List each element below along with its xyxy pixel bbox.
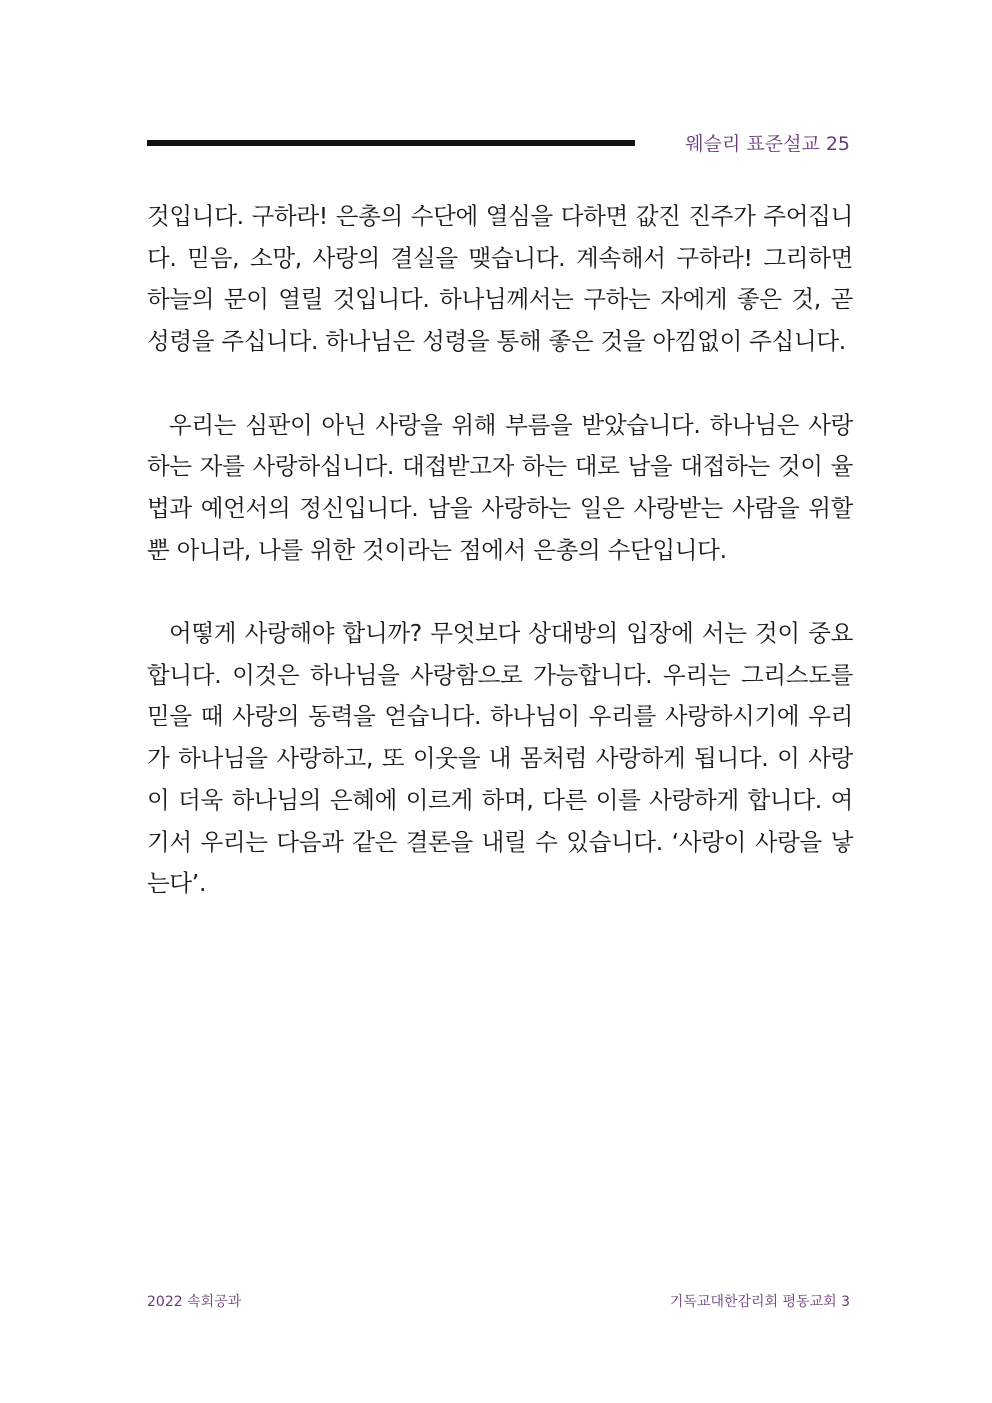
body-text bbox=[147, 196, 853, 905]
paragraph-spacer bbox=[147, 571, 853, 613]
footer-right-church-page: 기독교대한감리회 평동교회 3 bbox=[669, 1294, 850, 1310]
header-title: 웨슬리 표준설교 25 bbox=[685, 133, 850, 155]
footer-left-title: 2022 속회공과 bbox=[147, 1294, 242, 1310]
paragraph-love-calling: 우리는 심판이 아닌 사랑을 위해 부름을 받았습니다. 하나님은 사랑하는 자를 사랑하십니다. 대접받고자 하는 대로 남을 대접하는 것이 율법과 예언서의 정신입니다. 남을 사랑하는 일은 사랑받는 사람을 위할 뿐 아니라, 나를 위한 것이라는 점에서 은총의 수단입니다. bbox=[147, 410, 853, 564]
header-rule bbox=[147, 140, 635, 146]
paragraph-continuation: 것입니다. 구하라! 은총의 수단에 열심을 다하면 값진 진주가 주어집니다. 믿음, 소망, 사랑의 결실을 맺습니다. 계속해서 구하라! 그리하면 하늘의 문이 열릴 것입니다. 하나님께서는 구하는 자에게 좋은 것, 곧 성령을 주십니다. 하나님은 성령을 통해 좋은 것을 아낌없이 주십니다. bbox=[147, 202, 853, 356]
paragraph-how-to-love: 어떻게 사랑해야 합니까? 무엇보다 상대방의 입장에 서는 것이 중요합니다. 이것은 하나님을 사랑함으로 가능합니다. 우리는 그리스도를 믿을 때 사랑의 동력을 얻습니다. 하나님이 우리를 사랑하시기에 우리가 하나님을 사랑하고, 또 이웃을 내 몸처럼 사랑하게 됩니다. 이 사랑이 더욱 하나님의 은혜에 이르게 하며, 다른 이를 사랑하게 합니다. 여기서 우리는 다음과 같은 결론을 내릴 수 있습니다. ‘사랑이 사랑을 낳는다’. bbox=[147, 619, 853, 898]
paragraph-spacer bbox=[147, 363, 853, 405]
